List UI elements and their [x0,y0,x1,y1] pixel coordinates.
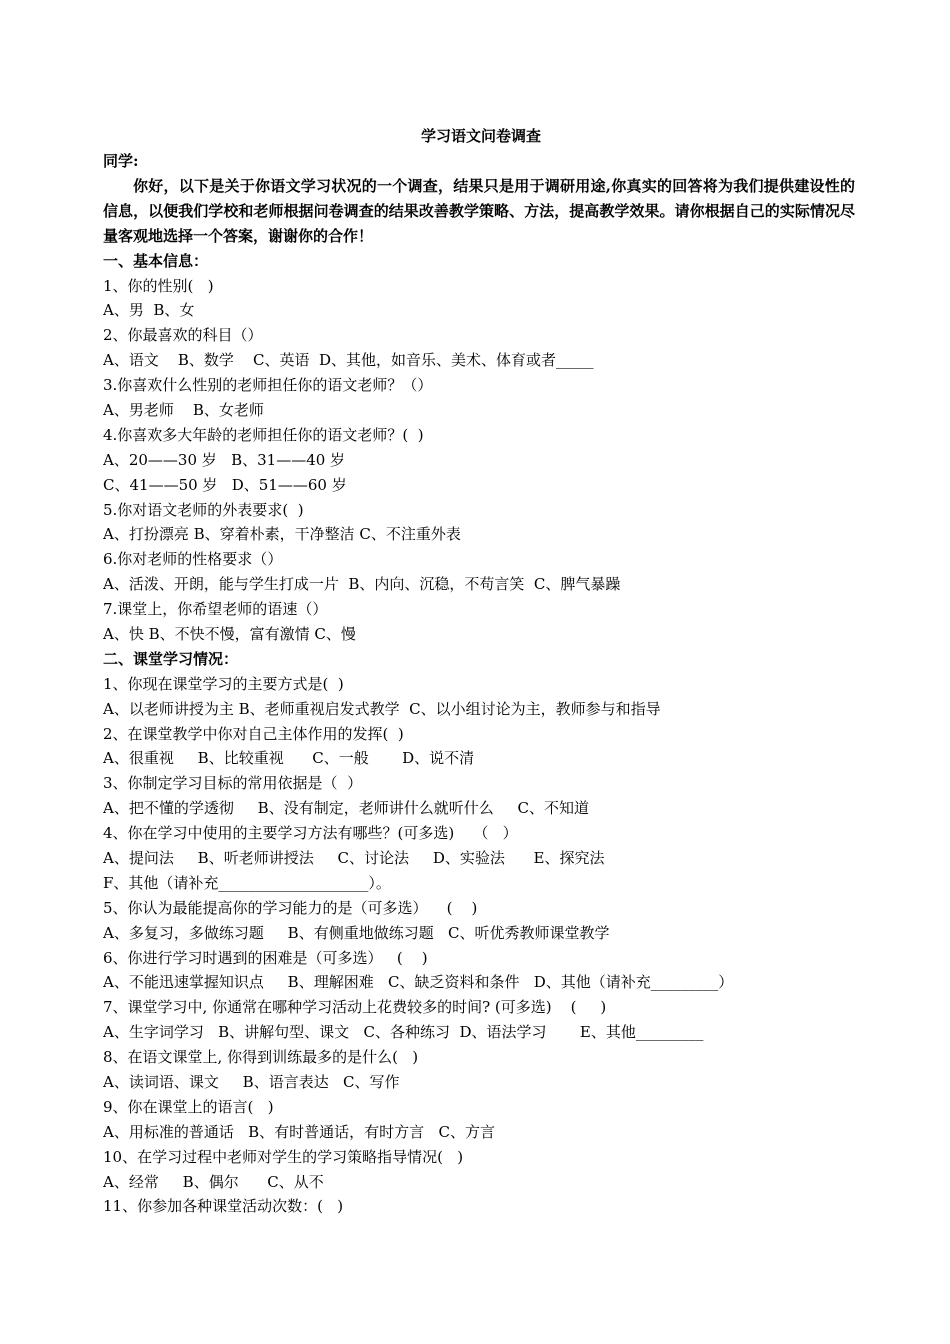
question-line: A、以老师讲授为主 B、老师重视启发式教学 C、以小组讨论为主，教师参与和指导 [103,699,661,718]
question-line: 3.你喜欢什么性别的老师担任你的语文老师？（） [103,376,433,395]
question-line: A、把不懂的学透彻 B、没有制定，老师讲什么就听什么 C、不知道 [103,799,590,818]
question-line: 1、你的性别( ) [103,276,214,295]
question-line: A、不能迅速掌握知识点 B、理解困难 C、缺乏资料和条件 D、其他（请补充_________） [103,973,734,992]
question-line: 7.课堂上，你希望老师的语速（） [103,600,328,619]
question-line: A、生字词学习 B、讲解句型、课文 C、各种练习 D、语法学习 E、其他_________ [103,1023,704,1042]
question-line: A、用标准的普通话 B、有时普通话，有时方言 C、方言 [103,1122,495,1141]
question-line: 8、在语文课堂上, 你得到训练最多的是什么( ) [103,1048,419,1067]
question-line: A、男 B、女 [103,301,195,320]
question-line: 6、你进行学习时遇到的困难是（可多选） ( ) [103,948,428,967]
question-line: 5.你对语文老师的外表要求( ) [103,500,304,519]
question-line: A、提问法 B、听老师讲授法 C、讨论法 D、实验法 E、探究法 [103,848,605,867]
question-line: 3、你制定学习目标的常用依据是（ ） [103,774,363,793]
question-line: A、读词语、课文 B、语言表达 C、写作 [103,1073,400,1091]
question-list [103,249,855,1220]
question-line: A、活泼、开朗，能与学生打成一片 B、内向、沉稳，不苟言笑 C、脾气暴躁 [103,575,621,594]
question-line: C、41——50 岁 D、51——60 岁 [103,475,347,494]
question-line: A、经常 B、偶尔 C、从不 [103,1172,324,1191]
question-line: A、男老师 B、女老师 [103,400,264,419]
document-page [103,124,855,1219]
section-heading: 一、基本信息： [103,251,209,270]
question-line: A、打扮漂亮 B、穿着朴素，干净整洁 C、不注重外表 [103,525,461,544]
question-line: 7、课堂学习中, 你通常在哪种学习活动上花费较多的时间? (可多选) ( ) [103,998,607,1017]
question-line: A、很重视 B、比较重视 C、一般 D、说不清 [103,749,475,768]
intro-paragraph: 你好，以下是关于你语文学习状况的一个调查，结果只是用于调研用途,你真实的回答将为我们提供建设性的信息，以便我们学校和老师根据问卷调查的结果改善教学策略、方法，提高教学效果。请你根据自己的实际情况尽量客观地选择一个答案，谢谢你的合作！ [103,176,855,245]
question-line: 4、你在学习中使用的主要学习方法有哪些？(可多选) （ ） [103,824,518,843]
greeting: 同学: [103,152,139,170]
question-line: 2、在课堂教学中你对自己主体作用的发挥( ) [103,724,404,743]
question-line: 1、你现在课堂学习的主要方式是( ) [103,674,344,693]
question-line: 10、在学习过程中老师对学生的学习策略指导情况( ) [103,1147,464,1166]
question-line: 9、你在课堂上的语言( ) [103,1097,274,1116]
question-line: 11、你参加各种课堂活动次数：( ) [103,1197,344,1216]
question-line: A、多复习，多做练习题 B、有侧重地做练习题 C、听优秀教师课堂教学 [103,923,610,942]
question-line: 6.你对老师的性格要求（） [103,550,283,569]
question-line: 2、你最喜欢的科目（） [103,326,263,345]
question-line: A、快 B、不快不慢，富有激情 C、慢 [103,624,356,643]
question-line: 5、你认为最能提高你的学习能力的是（可多选） ( ) [103,898,478,917]
question-line: F、其他（请补充____________________）。 [103,873,391,892]
question-line: A、语文 B、数学 C、英语 D、其他，如音乐、美术、体育或者_____ [103,351,594,370]
page-title: 学习语文问卷调查 [420,127,541,145]
question-line: 4.你喜欢多大年龄的老师担任你的语文老师？( ) [103,425,424,444]
question-line: A、20——30 岁 B、31——40 岁 [103,450,346,469]
section-heading: 二、课堂学习情况： [103,649,239,668]
